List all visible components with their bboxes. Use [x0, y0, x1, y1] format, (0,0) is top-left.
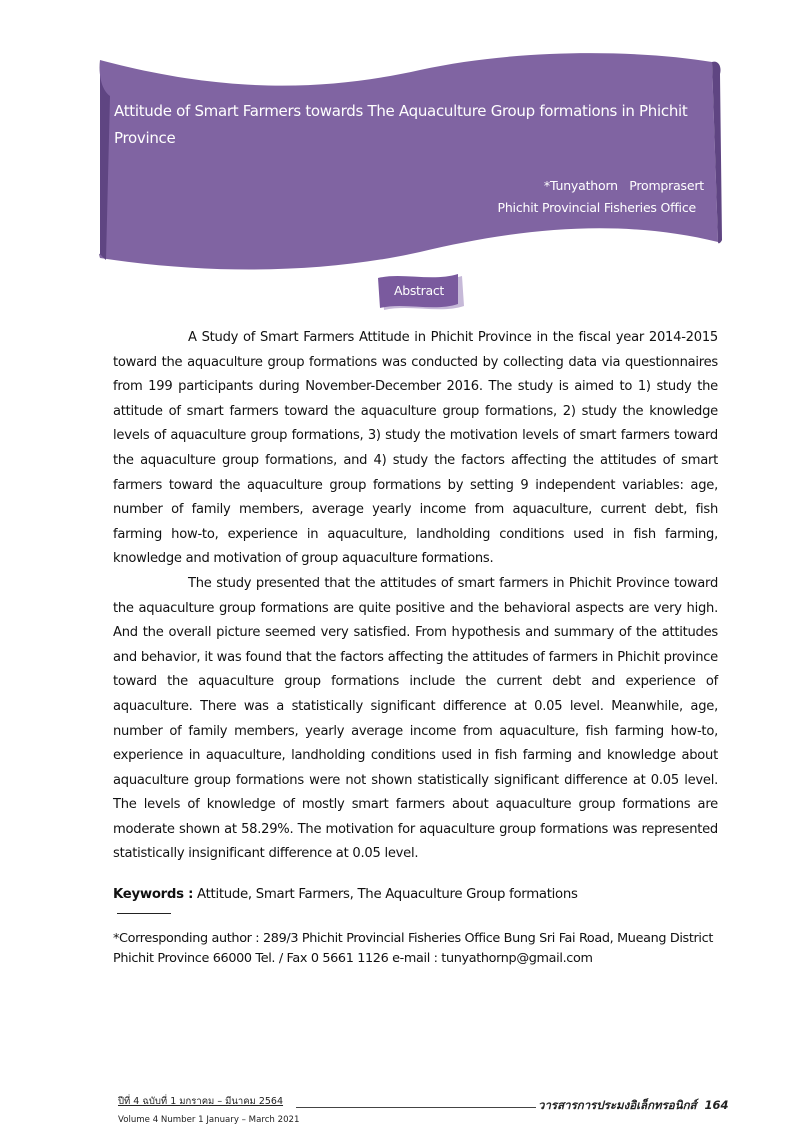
banner-shape — [100, 53, 718, 269]
footer-rule — [296, 1107, 536, 1108]
abstract-paragraph: A Study of Smart Farmers Attitude in Phichit Province in the fiscal year 2014-2015 toward the aquaculture group formations was conducted by collecting data via questionnaires from 199 participants during November-December 2016. The study is aimed to 1) study the attitude of smart farmers toward the aquaculture group formations, 2) study the knowledge levels of aquaculture group formations, 3) study the motivation levels of smart farmers toward the aquaculture group formations, and 4) study the factors affecting the attitudes of smart farmers toward the aquaculture group formations by setting 9 independent variables: age, number of family members, average yearly income from aquaculture, current debt, fish farming how-to, experience in aquaculture, landholding conditions used in fish farming, knowledge and motivation of group aquaculture formations. — [113, 330, 718, 567]
title-banner — [0, 0, 794, 320]
paper-title: Attitude of Smart Farmers towards The Aquaculture Group formations in Phichit Province — [114, 102, 688, 147]
corresponding-author-footnote: *Corresponding author : 289/3 Phichit Provincial Fisheries Office Bung Sri Fai Road, Mueang District Phichit Province 66000 Tel. / Fax 0 5661 1126 e-mail : tunyathornp@gmail.com — [113, 931, 713, 966]
footer-journal-page: วารสารการประมงอิเล็กทรอนิกส์ 164 — [538, 1098, 729, 1112]
abstract-body — [113, 326, 718, 867]
footnote-rule — [117, 913, 171, 914]
keywords-line — [113, 887, 578, 902]
keywords-label: Keywords : — [113, 887, 194, 902]
abstract-heading: Abstract — [393, 283, 445, 298]
keywords-text: Attitude, Smart Farmers, The Aquaculture Group formations — [193, 887, 578, 902]
abstract-paragraph: The study presented that the attitudes of smart farmers in Phichit Province toward the aquaculture group formations are quite positive and the behavioral aspects are very high. And the overall picture seemed very satisfied. From hypothesis and summary of the attitudes and behavior, it was found that the factors affecting the attitudes of farmers in Phichit province toward the aquaculture group formations include the current debt and experience of aquaculture. There was a statistically significant difference at 0.05 level. Meanwhile, age, number of family members, yearly average income from aquaculture, fish farming how-to, experience in aquaculture, landholding conditions used in fish farming and knowledge about aquaculture group formations were not shown statistically significant difference at 0.05 level. The levels of knowledge of mostly smart farmers about aquaculture group formations are moderate shown at 58.29%. The motivation for aquaculture group formations was represented statistically insignificant difference at 0.05 level. — [113, 575, 718, 862]
author-name: *Tunyathorn Promprasert — [543, 178, 704, 193]
author-affiliation: Phichit Provincial Fisheries Office — [497, 200, 696, 215]
footer-issue-thai: ปีที่ 4 ฉบับที่ 1 มกราคม – มีนาคม 2564 — [118, 1096, 284, 1107]
footer-issue-english: Volume 4 Number 1 January – March 2021 — [118, 1115, 300, 1125]
